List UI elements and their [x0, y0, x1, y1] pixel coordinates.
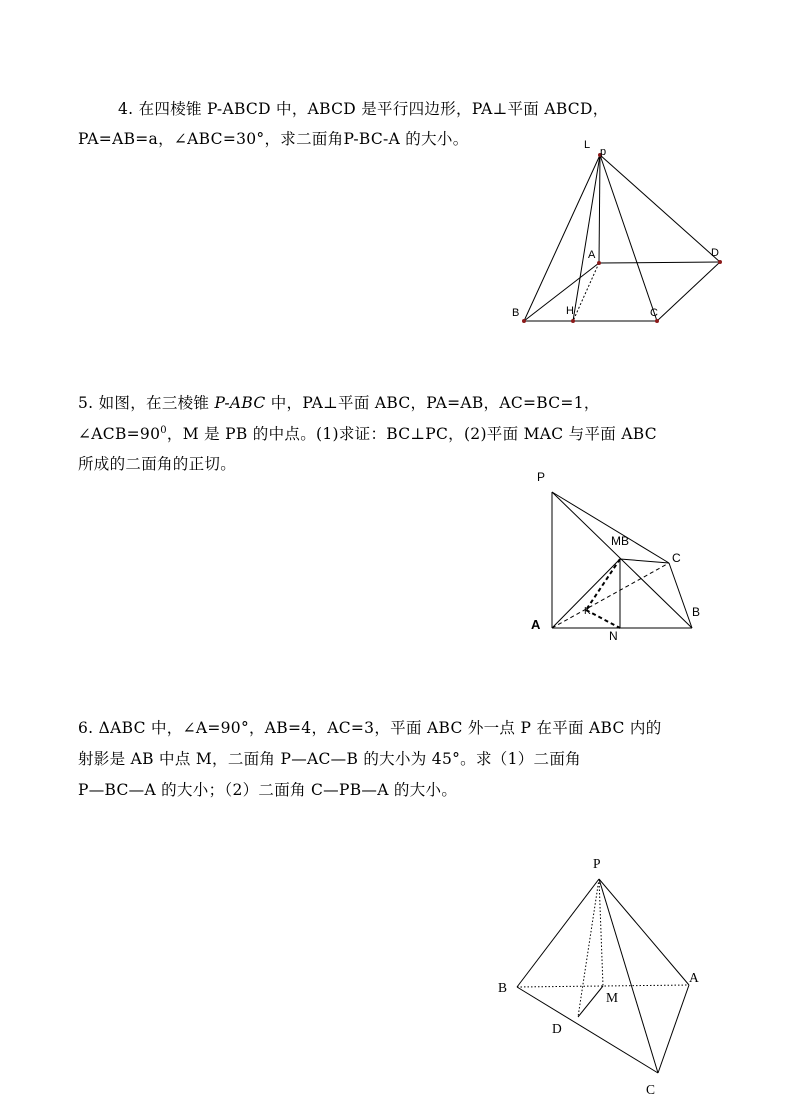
- fig4-label-A: A: [588, 249, 596, 261]
- edge-BC: [517, 987, 658, 1073]
- edge-AM: [552, 559, 620, 628]
- problem-4-line-1: 4. 在四棱锥 P-ABCD 中，ABCD 是平行四边形，PA⊥平面 ABCD，: [118, 100, 609, 118]
- edge-PA: [599, 879, 689, 985]
- edge-MK-dashed: [586, 559, 620, 610]
- fig5-label-K: K: [584, 606, 591, 617]
- fig4-label-L: L: [584, 139, 591, 151]
- problem-5-line-1: 5. 如图，在三棱锥 P-ABC 中，PA⊥平面 ABC，PA=AB，AC=BC=1，: [78, 394, 600, 412]
- fig6-label-D: D: [552, 1021, 562, 1036]
- edge-PC: [552, 492, 669, 563]
- fig4-label-B: B: [512, 307, 520, 319]
- edge-PH: [573, 155, 600, 321]
- problem-6-line-1: 6. ΔABC 中，∠A=90°，AB=4，AC=3，平面 ABC 外一点 P 在平面 ABC 内的: [78, 719, 662, 737]
- point-A: [597, 261, 601, 265]
- edge-AH-dashed: [573, 263, 599, 321]
- fig4-label-H: H: [566, 305, 574, 317]
- figure-5-pyramid: [552, 492, 692, 628]
- edge-AD: [599, 262, 720, 263]
- figure-4-pyramid: [524, 155, 720, 321]
- fig5-label-P: P: [537, 470, 546, 484]
- edge-PB: [552, 492, 692, 628]
- problem-5-line-2-start: ∠ACB=90: [78, 425, 161, 443]
- fig6-label-A: A: [689, 970, 699, 985]
- fig5-label-N: N: [609, 629, 618, 643]
- problem-5-superscript: 0: [160, 424, 167, 436]
- problem-5-line-3: 所成的二面角的正切。: [78, 455, 237, 473]
- figure-6-pyramid: [517, 879, 689, 1073]
- edge-CD: [657, 262, 720, 321]
- point-C: [655, 319, 659, 323]
- point-D: [718, 260, 722, 264]
- edge-PD-dotted: [578, 879, 599, 1017]
- edge-MC: [620, 559, 669, 563]
- edge-PC: [599, 879, 658, 1073]
- problem-6-line-3: P—BC—A 的大小；（2）二面角 C—PB—A 的大小。: [78, 781, 458, 799]
- problem-5-line-2-rest: ，M 是 PB 的中点。(1)求证：BC⊥PC，(2)平面 MAC 与平面 ABC: [166, 425, 657, 443]
- point-B: [522, 319, 526, 323]
- fig5-label-MB: MB: [611, 534, 629, 548]
- edge-PB: [524, 155, 600, 321]
- figure-4-points: [522, 153, 722, 323]
- edge-AC: [658, 985, 689, 1073]
- fig6-label-C: C: [646, 1082, 656, 1097]
- fig6-label-P: P: [593, 856, 601, 871]
- problem-4-line-2: PA=AB=a，∠ABC=30°，求二面角P-BC-A 的大小。: [78, 130, 469, 148]
- problem-5-italic-pyramid: P-ABC: [214, 394, 266, 412]
- fig5-label-C: C: [672, 551, 681, 565]
- edge-PA: [599, 155, 600, 263]
- fig4-label-D: D: [711, 247, 719, 259]
- fig4-label-P: p: [600, 146, 607, 158]
- fig4-label-C: C: [650, 307, 658, 319]
- edge-PM-dotted: [599, 879, 603, 986]
- edge-KN-dashed: [586, 610, 620, 628]
- problem-6-line-2: 射影是 AB 中点 M，二面角 P—AC—B 的大小为 45°。求（1）二面角: [78, 750, 581, 768]
- edge-PB: [517, 879, 599, 987]
- fig6-label-M: M: [606, 990, 619, 1005]
- fig5-label-A: A: [531, 617, 541, 632]
- point-H: [571, 319, 575, 323]
- fig6-label-B: B: [498, 980, 508, 995]
- fig5-label-B: B: [692, 605, 701, 619]
- edge-CB: [669, 563, 692, 628]
- edge-AB: [524, 263, 599, 321]
